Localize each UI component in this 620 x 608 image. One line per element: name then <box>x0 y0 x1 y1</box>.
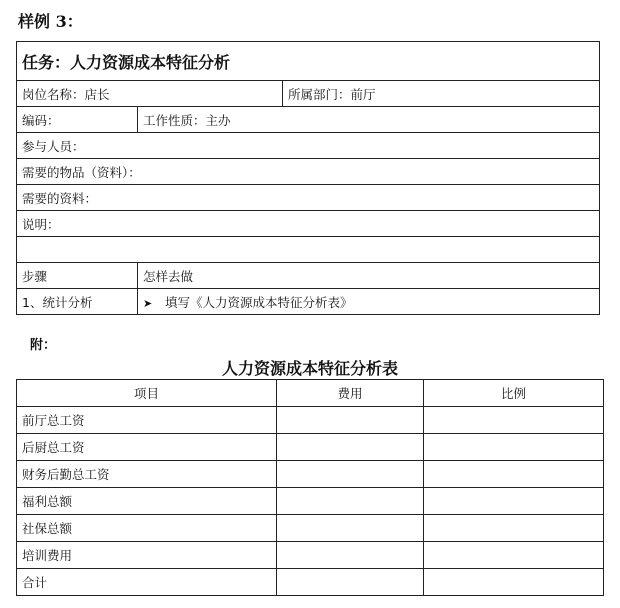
ratio-cell <box>424 434 604 461</box>
column-header-cost: 费用 <box>277 380 424 407</box>
department-cell: 所属部门：前厅 <box>283 81 600 107</box>
table-row <box>17 461 604 488</box>
table-row <box>17 515 604 542</box>
analysis-table-title: 人力资源成本特征分析表 <box>221 359 398 378</box>
table-row <box>17 569 604 596</box>
arrow-bullet-icon: ➤ <box>143 296 153 310</box>
cost-cell <box>277 542 424 569</box>
table-row <box>17 434 604 461</box>
row-label: 培训费用 <box>17 542 277 569</box>
participants-cell: 参与人员： <box>17 133 600 159</box>
cost-cell <box>277 461 424 488</box>
required-data-cell: 需要的资料： <box>17 185 600 211</box>
step-1-how-text: 填写《人力资源成本特征分析表》 <box>165 294 353 310</box>
position-cell: 岗位名称：店长 <box>17 81 283 107</box>
row-label: 合计 <box>17 569 277 596</box>
ratio-cell <box>424 542 604 569</box>
cost-cell <box>277 488 424 515</box>
row-label: 福利总额 <box>17 488 277 515</box>
row-label: 财务后勤总工资 <box>17 461 277 488</box>
row-label: 社保总额 <box>17 515 277 542</box>
table-row <box>17 542 604 569</box>
ratio-cell <box>424 461 604 488</box>
cost-cell <box>277 569 424 596</box>
row-label: 前厅总工资 <box>17 407 277 434</box>
cost-cell <box>277 515 424 542</box>
task-form-table <box>16 41 600 315</box>
column-header-item: 项目 <box>17 380 277 407</box>
attachment-label: 附： <box>30 338 57 353</box>
step-1-cell: 1、统计分析 <box>17 289 138 315</box>
cost-cell <box>277 434 424 461</box>
ratio-cell <box>424 488 604 515</box>
code-cell: 编码： <box>17 107 138 133</box>
steps-header: 步骤 <box>17 263 138 289</box>
column-header-ratio: 比例 <box>424 380 604 407</box>
work-nature-cell: 工作性质：主办 <box>138 107 600 133</box>
cost-analysis-table <box>16 379 604 596</box>
task-title: 任务：人力资源成本特征分析 <box>17 42 600 81</box>
ratio-cell <box>424 407 604 434</box>
step-1-how-cell <box>138 289 600 315</box>
ratio-cell <box>424 569 604 596</box>
sample-heading: 样例 3： <box>18 12 83 31</box>
notes-blank-cell <box>17 237 600 263</box>
ratio-cell <box>424 515 604 542</box>
table-row <box>17 488 604 515</box>
how-header: 怎样去做 <box>138 263 600 289</box>
notes-cell: 说明： <box>17 211 600 237</box>
materials-cell: 需要的物品（资料）： <box>17 159 600 185</box>
row-label: 后厨总工资 <box>17 434 277 461</box>
cost-cell <box>277 407 424 434</box>
table-row <box>17 407 604 434</box>
